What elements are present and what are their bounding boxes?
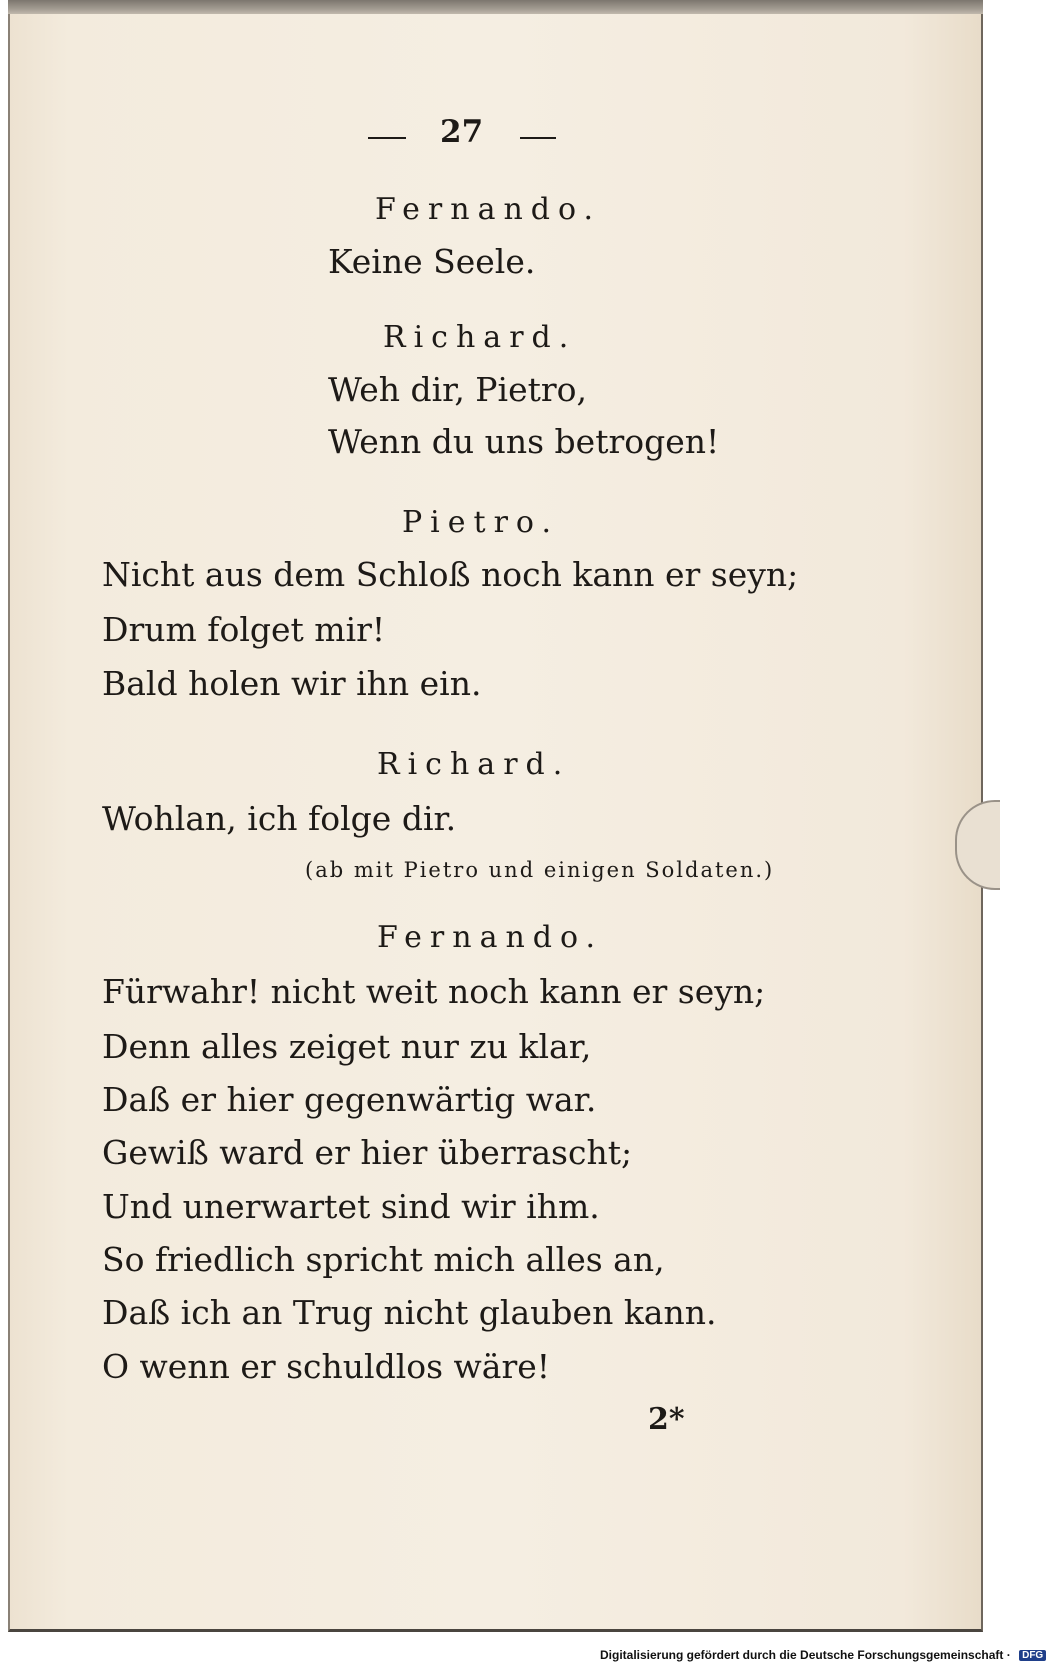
stage-direction: (ab mit Pietro und einigen Soldaten.)	[305, 858, 775, 882]
signature-mark: 2*	[648, 1402, 685, 1437]
dfg-logo: DFG	[1019, 1650, 1046, 1661]
verse-line: O wenn er schuldlos wäre!	[102, 1347, 551, 1386]
verse-line: Wenn du uns betrogen!	[328, 422, 720, 461]
verse-line: Drum folget mir!	[102, 610, 386, 649]
verse-line: So friedlich spricht mich alles an,	[102, 1240, 665, 1279]
verse-line: Keine Seele.	[328, 242, 536, 281]
digitization-credit	[600, 1648, 1046, 1662]
verse-line: Daß er hier gegenwärtig war.	[102, 1080, 597, 1119]
verse-line: Daß ich an Trug nicht glauben kann.	[102, 1293, 717, 1332]
verse-line: Fürwahr! nicht weit noch kann er seyn;	[102, 972, 766, 1011]
header-dash-right	[520, 137, 556, 139]
verse-line: Nicht aus dem Schloß noch kann er seyn;	[102, 555, 799, 594]
speaker-name: Fernando.	[375, 192, 602, 227]
header-dash-left	[368, 137, 406, 139]
credit-text: Digitalisierung gefördert durch die Deutsche Forschungsgemeinschaft	[600, 1648, 1004, 1662]
speaker-name: Richard.	[383, 320, 577, 355]
verse-line: Denn alles zeiget nur zu klar,	[102, 1027, 592, 1066]
speaker-name: Fernando.	[377, 920, 604, 955]
verse-line: Bald holen wir ihn ein.	[102, 664, 482, 703]
speaker-name: Richard.	[377, 747, 571, 782]
page-number: 27	[440, 114, 484, 150]
verse-line: Und unerwartet sind wir ihm.	[102, 1187, 600, 1226]
speaker-name: Pietro.	[402, 505, 560, 540]
verse-line: Wohlan, ich folge dir.	[102, 799, 457, 838]
credit-separator: ·	[1006, 1648, 1011, 1662]
verse-line: Gewiß ward er hier überrascht;	[102, 1133, 633, 1172]
verse-line: Weh dir, Pietro,	[328, 370, 587, 409]
